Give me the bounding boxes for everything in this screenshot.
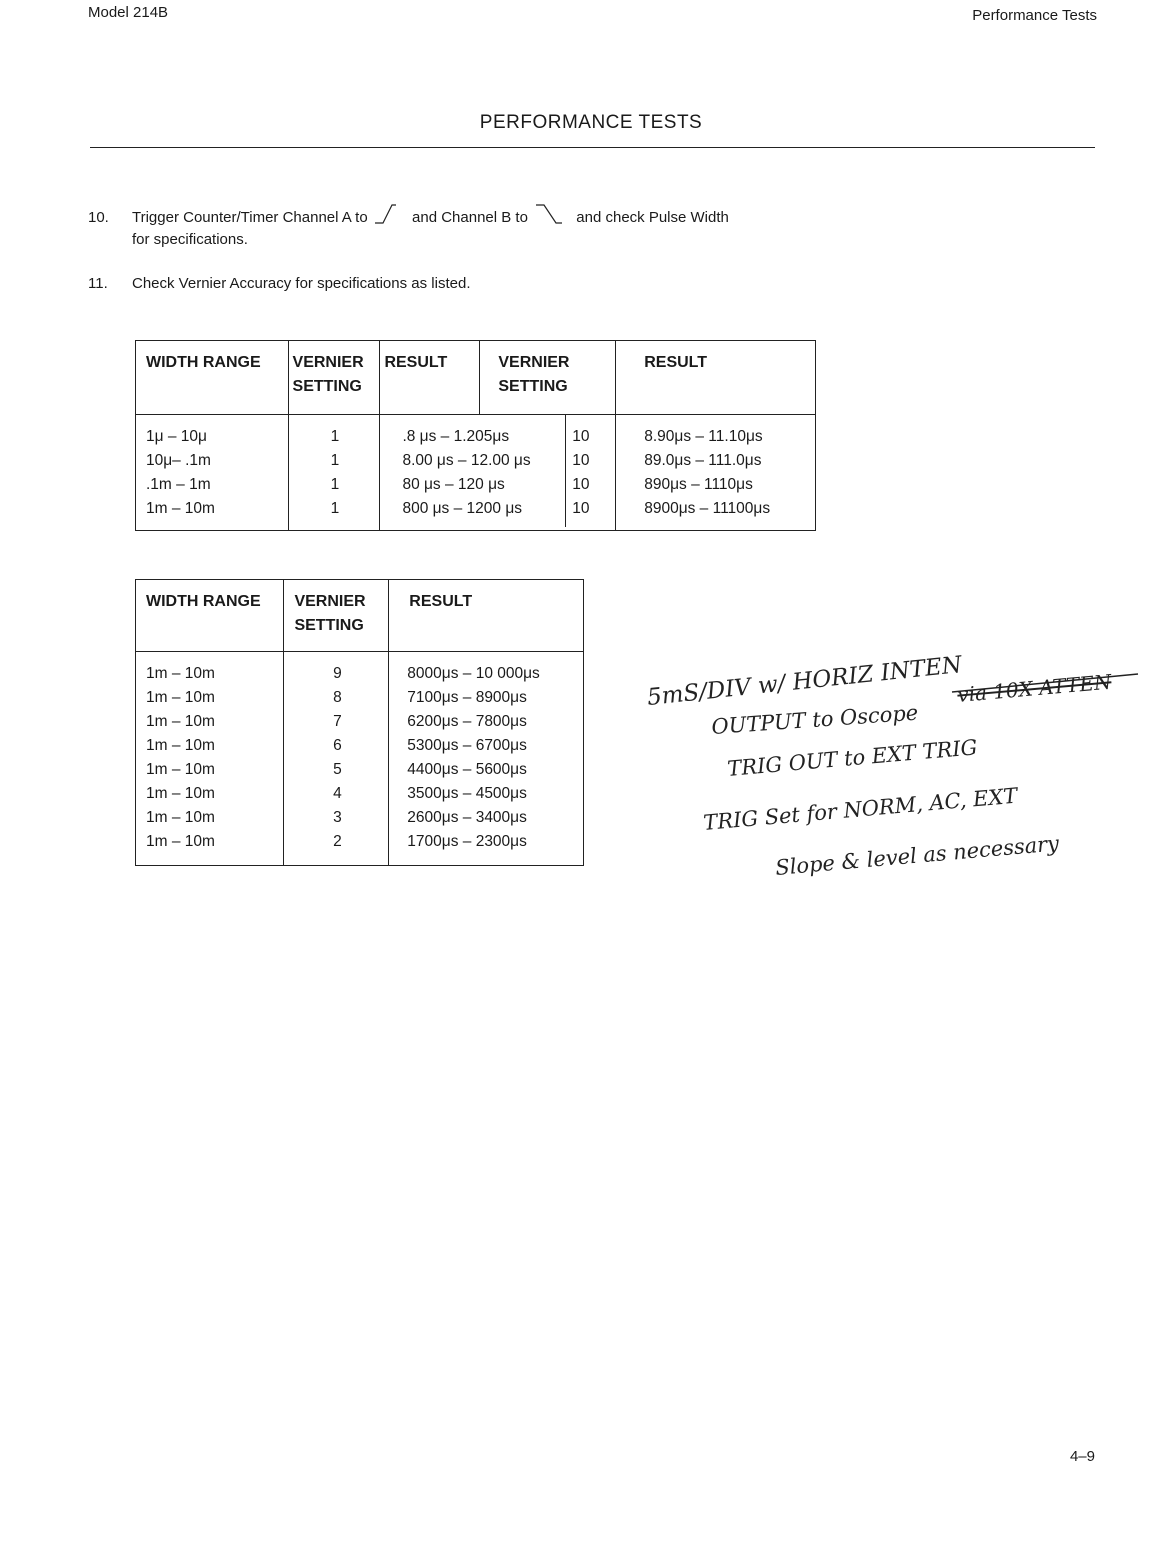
step-text-part3: and check Pulse Width xyxy=(576,209,729,226)
note-line-4: TRIG Set for NORM, AC, EXT xyxy=(702,783,1019,835)
step-text: Check Vernier Accuracy for specifications as listed. xyxy=(132,275,471,292)
result-cell xyxy=(389,652,584,866)
width-range-cell xyxy=(136,652,284,866)
col-header-vernier-setting-2: VERNIER SETTING xyxy=(480,341,616,415)
step-text-part2: and Channel B to xyxy=(412,209,528,226)
col-header-result-2: RESULT xyxy=(616,341,816,415)
step-text-part1: Trigger Counter/Timer Channel A to xyxy=(132,209,368,226)
col-header-vernier-setting: VERNIER SETTING xyxy=(288,341,380,415)
col-header-vernier-setting: VERNIER SETTING xyxy=(284,580,389,652)
table-cell: 1 xyxy=(330,452,340,469)
vernier-setting-cell xyxy=(284,652,389,866)
table-cell: 1m – 10m xyxy=(146,665,215,682)
note-line-1: 5mS/DIV w/ HORIZ INTEN xyxy=(645,652,964,711)
result-cell-2 xyxy=(616,415,816,531)
table-cell: 890μs – 1110μs xyxy=(644,476,753,493)
header-section: Performance Tests xyxy=(972,7,1097,24)
table-cell: 1m – 10m xyxy=(146,761,215,778)
vernier-setting-cell xyxy=(288,415,380,531)
col-header-result: RESULT xyxy=(389,580,584,652)
table-cell: 1m – 10m xyxy=(146,809,215,826)
table-cell: 1m – 10m xyxy=(146,785,215,802)
table-cell: 1μ – 10μ xyxy=(146,428,207,445)
table-cell: 8900μs – 11100μs xyxy=(644,500,771,517)
table-cell: 8000μs – 10 000μs xyxy=(407,665,540,682)
page-title: PERFORMANCE TESTS xyxy=(479,112,703,133)
handwritten-note xyxy=(640,630,1160,890)
table-cell: 9 xyxy=(333,665,342,682)
vernier-accuracy-table-1 xyxy=(135,340,816,531)
page-number: 4–9 xyxy=(1069,1448,1095,1465)
col-header-result: RESULT xyxy=(380,341,480,415)
falling-edge-icon xyxy=(532,202,572,226)
table-cell: 80 μs – 120 μs xyxy=(402,476,505,493)
table-cell: 1 xyxy=(330,428,340,445)
table-cell: 1m – 10m xyxy=(146,833,215,850)
table-cell: 1 xyxy=(330,476,340,493)
table-cell: 8.00 μs – 12.00 μs xyxy=(402,452,531,469)
table-cell: 2 xyxy=(333,833,342,850)
col-header-width-range: WIDTH RANGE xyxy=(136,580,284,652)
table-cell: 10μ– .1m xyxy=(146,452,211,469)
table-cell: 2600μs – 3400μs xyxy=(407,809,527,826)
table-cell: 10 xyxy=(572,428,590,445)
table-cell: 1m – 10m xyxy=(146,689,215,706)
table-cell: 3500μs – 4500μs xyxy=(407,785,527,802)
table-cell: 8.90μs – 11.10μs xyxy=(644,428,763,445)
table-cell: 10 xyxy=(572,476,590,493)
table-cell: 4400μs – 5600μs xyxy=(407,761,527,778)
col-header-width-range: WIDTH RANGE xyxy=(136,341,289,415)
table-cell: 800 μs – 1200 μs xyxy=(402,500,523,517)
title-rule xyxy=(90,147,1095,148)
table-cell: 6 xyxy=(333,737,342,754)
table-cell: 6200μs – 7800μs xyxy=(407,713,527,730)
vernier-accuracy-table-2 xyxy=(135,579,584,866)
step-11 xyxy=(88,273,470,295)
step-number: 10. xyxy=(88,209,109,226)
step-number: 11. xyxy=(88,275,108,292)
note-line-3: TRIG OUT to EXT TRIG xyxy=(726,735,979,781)
step-10 xyxy=(88,202,729,251)
table-cell: 7100μs – 8900μs xyxy=(407,689,527,706)
table-cell: .1m – 1m xyxy=(146,476,211,493)
width-range-cell xyxy=(136,415,289,531)
note-line-2: OUTPUT to Oscope xyxy=(710,700,919,739)
header-model: Model 214B xyxy=(88,4,169,21)
table-cell: 5300μs – 6700μs xyxy=(407,737,527,754)
table-cell: 5 xyxy=(333,761,342,778)
table-cell: 10 xyxy=(572,500,590,517)
table-cell: 7 xyxy=(333,713,342,730)
note-line-5: Slope & level as necessary xyxy=(774,831,1060,880)
rising-edge-icon xyxy=(372,202,408,226)
table-cell: 1m – 10m xyxy=(146,737,215,754)
table-cell: 89.0μs – 111.0μs xyxy=(644,452,762,469)
table-cell: .8 μs – 1.205μs xyxy=(402,428,510,445)
table-cell: 3 xyxy=(333,809,342,826)
step-text-line2: for specifications. xyxy=(132,231,248,248)
table-cell: 4 xyxy=(333,785,342,802)
table-cell: 1 xyxy=(330,500,340,517)
table-cell: 10 xyxy=(572,452,590,469)
table-cell: 1700μs – 2300μs xyxy=(407,833,527,850)
table-cell: 1m – 10m xyxy=(146,500,215,517)
note-struck-text: via 10X ATTEN xyxy=(956,669,1113,707)
table-cell: 8 xyxy=(333,689,342,706)
result-cell xyxy=(380,415,616,531)
table-cell: 1m – 10m xyxy=(146,713,215,730)
